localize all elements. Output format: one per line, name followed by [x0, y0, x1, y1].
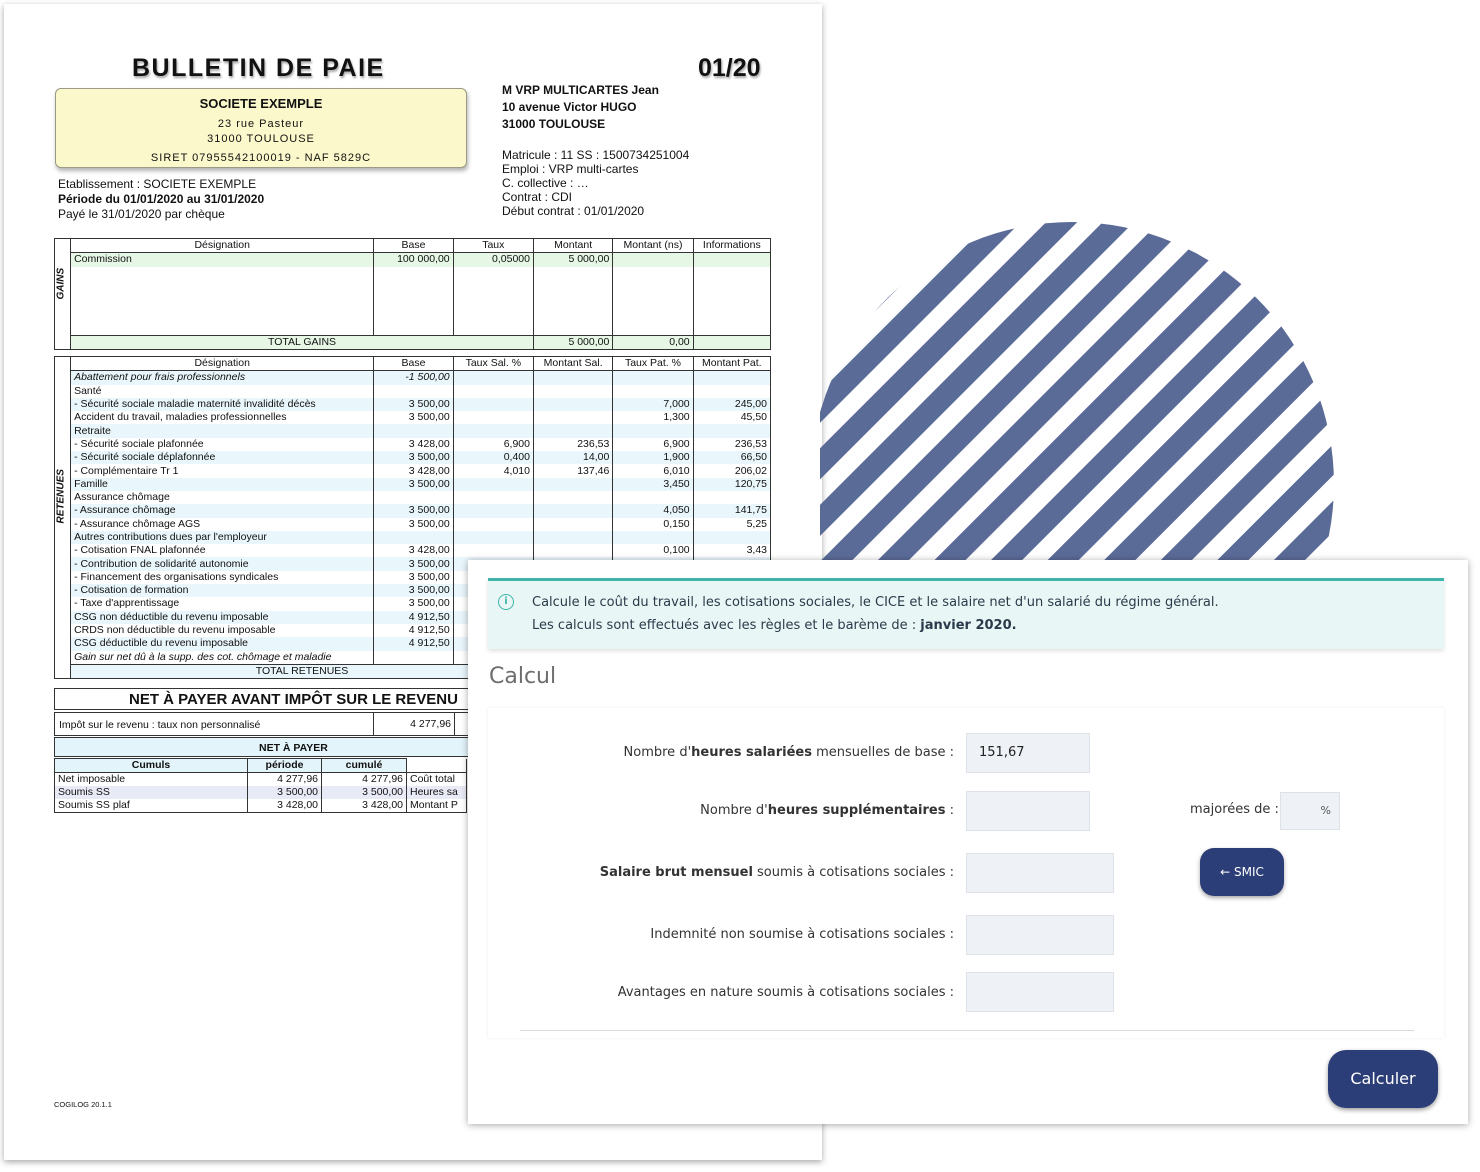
retenues-header-designation: Désignation — [71, 357, 374, 371]
label-majorees: majorées de : — [1190, 802, 1279, 817]
retenues-cell: 6,010 — [613, 464, 693, 477]
cumuls-row — [55, 773, 467, 787]
retenues-cell — [693, 424, 770, 437]
retenues-cell — [533, 504, 612, 517]
retenues-cell: - Assurance chômage AGS — [71, 518, 374, 531]
retenues-cell: CRDS non déductible du revenu imposable — [71, 624, 374, 637]
employee-name: M VRP MULTICARTES Jean — [502, 83, 659, 97]
retenues-cell: Retraite — [71, 424, 374, 437]
retenues-cell: - Financement des organisations syndicales — [71, 571, 374, 584]
employee-address-line1: 10 avenue Victor HUGO — [502, 100, 637, 114]
payslip-table — [54, 238, 771, 350]
retenues-cell — [453, 544, 533, 557]
section-title: Calcul — [489, 664, 557, 689]
cumuls-cell: Coût total — [407, 773, 467, 787]
company-name: SOCIETE EXEMPLE — [199, 96, 323, 111]
retenues-cell: 3 500,00 — [374, 451, 453, 464]
gains-header-row — [55, 239, 771, 253]
retenues-cell: 3 500,00 — [374, 571, 453, 584]
retenues-cell: 3 500,00 — [374, 411, 453, 424]
gains-header-montant: Montant — [533, 239, 612, 253]
retenues-cell — [613, 531, 693, 544]
calculator-card — [468, 560, 1468, 1124]
cumuls-row — [55, 786, 467, 799]
cumuls-row — [55, 799, 467, 813]
label-heures-sup: Nombre d'heures supplémentaires : — [700, 803, 954, 818]
retenues-cell — [533, 385, 612, 398]
retenues-cell — [533, 544, 612, 557]
cumuls-table — [54, 758, 467, 813]
retenues-cell: - Sécurité sociale maladie maternité invalidité décès — [71, 398, 374, 411]
gains-cell — [693, 253, 770, 267]
gains-cell: 0,05000 — [453, 253, 533, 267]
retenues-cell: Assurance chômage — [71, 491, 374, 504]
cumuls-cell: Soumis SS plaf — [55, 799, 248, 813]
retenues-cell: 4,050 — [613, 504, 693, 517]
info-line2 — [532, 618, 1017, 633]
net-before-tax: NET À PAYER AVANT IMPÔT SUR LE REVENU — [54, 688, 771, 710]
cumuls-cell: 4 277,96 — [322, 773, 407, 787]
retenues-cell: 3 500,00 — [374, 557, 453, 570]
gains-cell: 5 000,00 — [533, 253, 612, 267]
retenues-cell: Autres contributions dues par l'employeur — [71, 531, 374, 544]
retenues-cell — [613, 371, 693, 385]
info-banner — [488, 578, 1444, 649]
info-line2-date: janvier 2020. — [920, 618, 1017, 633]
retenues-row — [55, 424, 771, 437]
retenues-cell — [453, 411, 533, 424]
retenues-cell — [453, 478, 533, 491]
cumuls-cell: Montant P — [407, 799, 467, 813]
retenues-cell — [533, 491, 612, 504]
retenues-cell: Santé — [71, 385, 374, 398]
retenues-cell — [374, 491, 453, 504]
retenues-cell — [693, 531, 770, 544]
retenues-header-montant-sal: Montant Sal. — [533, 357, 612, 371]
retenues-cell — [453, 385, 533, 398]
info-line2-prefix: Les calculs sont effectués avec les règles et le barème de : — [532, 618, 921, 633]
gains-side-label: GAINS — [55, 239, 71, 350]
retenues-row — [55, 371, 771, 385]
total-gains-value: 5 000,00 — [533, 335, 612, 349]
cumuls-cell: 3 428,00 — [248, 799, 322, 813]
retenues-cell — [533, 398, 612, 411]
employee-details — [502, 148, 689, 218]
retenues-cell: 14,00 — [533, 451, 612, 464]
payslip-period-code: 01/20 — [698, 54, 761, 82]
retenues-cell — [453, 518, 533, 531]
cumuls-cell: Net imposable — [55, 773, 248, 787]
retenues-row — [55, 411, 771, 424]
income-tax-value: 4 277,96 — [373, 713, 455, 735]
employee-collective: C. collective : … — [502, 176, 589, 190]
striped-circle-decoration — [820, 222, 1360, 568]
heures-sup-input[interactable] — [966, 791, 1090, 831]
retenues-row — [55, 438, 771, 451]
retenues-header-base: Base — [374, 357, 453, 371]
cumuls-cell: 4 277,96 — [248, 773, 322, 787]
label-avantages: Avantages en nature soumis à cotisations sociales : — [617, 985, 954, 1000]
cumuls-cell: 3 500,00 — [248, 786, 322, 799]
total-gains-ns-value: 0,00 — [613, 335, 693, 349]
retenues-cell: 45,50 — [693, 411, 770, 424]
total-gains-label: TOTAL GAINS — [71, 335, 534, 349]
retenues-cell: 6,900 — [453, 438, 533, 451]
retenues-row — [55, 531, 771, 544]
retenues-cell: - Cotisation de formation — [71, 584, 374, 597]
retenues-cell — [533, 478, 612, 491]
gains-cell — [613, 253, 693, 267]
avantages-input[interactable] — [966, 972, 1114, 1012]
retenues-cell: 236,53 — [693, 438, 770, 451]
label-heures-base: Nombre d'heures salariées mensuelles de base : — [623, 745, 954, 760]
retenues-cell — [613, 424, 693, 437]
retenues-cell: - Sécurité sociale plafonnée — [71, 438, 374, 451]
employee-address — [502, 82, 659, 133]
retenues-cell — [533, 424, 612, 437]
employee-emploi: Emploi : VRP multi-cartes — [502, 162, 639, 176]
retenues-cell: 3 500,00 — [374, 597, 453, 610]
retenues-cell: - Taxe d'apprentissage — [71, 597, 374, 610]
heures-base-input[interactable]: 151,67 — [966, 733, 1090, 773]
retenues-row — [55, 478, 771, 491]
retenues-row — [55, 518, 771, 531]
retenues-cell: Accident du travail, maladies professionnelles — [71, 411, 374, 424]
retenues-cell: 0,100 — [613, 544, 693, 557]
form-divider — [520, 1030, 1414, 1031]
establishment-info — [58, 177, 264, 222]
retenues-row — [55, 398, 771, 411]
retenues-cell: Gain sur net dû à la supp. des cot. chômage et maladie — [71, 651, 374, 665]
retenues-cell — [453, 398, 533, 411]
total-gains-row — [55, 335, 771, 349]
retenues-cell: 0,150 — [613, 518, 693, 531]
company-address-line2: 31000 TOULOUSE — [207, 133, 315, 145]
retenues-cell: 3 428,00 — [374, 464, 453, 477]
retenues-cell: Famille — [71, 478, 374, 491]
retenues-cell: 206,02 — [693, 464, 770, 477]
retenues-cell: 3 500,00 — [374, 504, 453, 517]
gains-header-designation: Désignation — [71, 239, 374, 253]
info-line1: Calcule le coût du travail, les cotisations sociales, le CICE et le salaire net d'un salarié du régime général. — [532, 595, 1219, 610]
retenues-row — [55, 544, 771, 557]
gains-header-montant-ns: Montant (ns) — [613, 239, 693, 253]
cumuls-cell: 3 500,00 — [322, 786, 407, 799]
retenues-cell — [374, 651, 453, 665]
percent-unit: % — [1320, 804, 1331, 817]
retenues-cell — [693, 385, 770, 398]
retenues-cell — [533, 371, 612, 385]
retenues-side-label: RETENUES — [55, 357, 71, 679]
salaire-brut-input[interactable] — [966, 853, 1114, 893]
retenues-cell: 4 912,50 — [374, 637, 453, 650]
retenues-row — [55, 491, 771, 504]
cumuls-header-cumule: cumulé — [322, 759, 407, 773]
gains-row — [55, 253, 771, 267]
retenues-cell: -1 500,00 — [374, 371, 453, 385]
retenues-cell: 66,50 — [693, 451, 770, 464]
gains-header-base: Base — [374, 239, 453, 253]
retenues-cell — [533, 531, 612, 544]
retenues-cell — [533, 518, 612, 531]
employee-matricule: Matricule : 11 SS : 1500734251004 — [502, 148, 690, 162]
retenues-cell: 236,53 — [533, 438, 612, 451]
retenues-cell — [693, 491, 770, 504]
retenues-cell: - Assurance chômage — [71, 504, 374, 517]
smic-button[interactable]: ← SMIC — [1200, 848, 1284, 896]
retenues-row — [55, 451, 771, 464]
label-salaire-brut: Salaire brut mensuel soumis à cotisations sociales : — [599, 865, 954, 880]
pay-period: Période du 01/01/2020 au 31/01/2020 — [58, 192, 265, 206]
employee-debut: Début contrat : 01/01/2020 — [502, 204, 645, 218]
retenues-cell: 3,43 — [693, 544, 770, 557]
retenues-cell: 3 500,00 — [374, 398, 453, 411]
retenues-cell: 141,75 — [693, 504, 770, 517]
retenues-cell: 3 500,00 — [374, 584, 453, 597]
retenues-cell: 137,46 — [533, 464, 612, 477]
retenues-cell — [453, 424, 533, 437]
retenues-cell: 7,000 — [613, 398, 693, 411]
indemnite-input[interactable] — [966, 915, 1114, 955]
retenues-header-taux-pat: Taux Pat. % — [613, 357, 693, 371]
retenues-cell — [453, 371, 533, 385]
retenues-cell — [453, 531, 533, 544]
cumuls-header-empty — [407, 759, 467, 773]
retenues-cell — [374, 385, 453, 398]
gains-header-informations: Informations — [693, 239, 770, 253]
income-tax-label: Impôt sur le revenu : taux non personnalisé — [59, 719, 261, 731]
cumuls-header-row — [55, 759, 467, 773]
gains-cell: Commission — [71, 253, 374, 267]
cumuls-header: Cumuls — [55, 759, 248, 773]
cumuls-header-periode: période — [248, 759, 322, 773]
retenues-cell: 5,25 — [693, 518, 770, 531]
retenues-cell: 4,010 — [453, 464, 533, 477]
retenues-cell: 3,450 — [613, 478, 693, 491]
retenues-header-row — [55, 357, 771, 371]
retenues-cell: 245,00 — [693, 398, 770, 411]
retenues-cell: 1,300 — [613, 411, 693, 424]
retenues-cell: CSG déductible du revenu imposable — [71, 637, 374, 650]
retenues-cell — [533, 411, 612, 424]
cumuls-cell: Soumis SS — [55, 786, 248, 799]
retenues-cell — [613, 385, 693, 398]
retenues-cell — [693, 371, 770, 385]
etablissement: Etablissement : SOCIETE EXEMPLE — [58, 177, 257, 191]
retenues-cell: 3 428,00 — [374, 544, 453, 557]
label-indemnite: Indemnité non soumise à cotisations sociales : — [650, 927, 954, 942]
total-retenues-label: TOTAL RETENUES — [71, 664, 534, 678]
retenues-row — [55, 385, 771, 398]
payslip-title: BULLETIN DE PAIE — [132, 54, 385, 82]
retenues-cell: 6,900 — [613, 438, 693, 451]
cumuls-cell: Heures sa — [407, 786, 467, 799]
retenues-cell — [374, 531, 453, 544]
company-address-line1: 23 rue Pasteur — [217, 118, 305, 130]
retenues-cell — [374, 424, 453, 437]
retenues-cell — [613, 491, 693, 504]
gains-cell: 100 000,00 — [374, 253, 453, 267]
cumuls-cell: 3 428,00 — [322, 799, 407, 813]
calculer-button[interactable]: Calculer — [1328, 1050, 1438, 1108]
retenues-cell: - Complémentaire Tr 1 — [71, 464, 374, 477]
majorees-input[interactable] — [1280, 792, 1340, 830]
retenues-cell: 3 428,00 — [374, 438, 453, 451]
payment-info: Payé le 31/01/2020 par chèque — [58, 207, 225, 221]
software-version: COGILOG 20.1.1 — [54, 1100, 112, 1109]
net-to-pay: NET À PAYER — [54, 737, 771, 757]
retenues-cell: - Contribution de solidarité autonomie — [71, 557, 374, 570]
employee-contrat: Contrat : CDI — [502, 190, 573, 204]
gains-header-taux: Taux — [453, 239, 533, 253]
retenues-cell: 1,900 — [613, 451, 693, 464]
info-circle-icon: i — [498, 594, 514, 610]
retenues-cell: Abattement pour frais professionnels — [71, 371, 374, 385]
retenues-cell — [453, 504, 533, 517]
company-box — [55, 88, 467, 168]
retenues-cell — [453, 491, 533, 504]
company-siret: SIRET 07955542100019 - NAF 5829C — [150, 152, 372, 164]
retenues-cell: - Cotisation FNAL plafonnée — [71, 544, 374, 557]
employee-address-line2: 31000 TOULOUSE — [502, 117, 606, 131]
retenues-cell: CSG non déductible du revenu imposable — [71, 611, 374, 624]
retenues-cell: 3 500,00 — [374, 478, 453, 491]
gains-empty-row — [55, 267, 771, 336]
retenues-cell: 4 912,50 — [374, 624, 453, 637]
retenues-row — [55, 464, 771, 477]
retenues-header-montant-pat: Montant Pat. — [693, 357, 770, 371]
retenues-cell: 3 500,00 — [374, 518, 453, 531]
retenues-header-taux-sal: Taux Sal. % — [453, 357, 533, 371]
retenues-row — [55, 504, 771, 517]
retenues-cell: 120,75 — [693, 478, 770, 491]
retenues-cell: 0,400 — [453, 451, 533, 464]
retenues-cell: 4 912,50 — [374, 611, 453, 624]
retenues-cell: - Sécurité sociale déplafonnée — [71, 451, 374, 464]
